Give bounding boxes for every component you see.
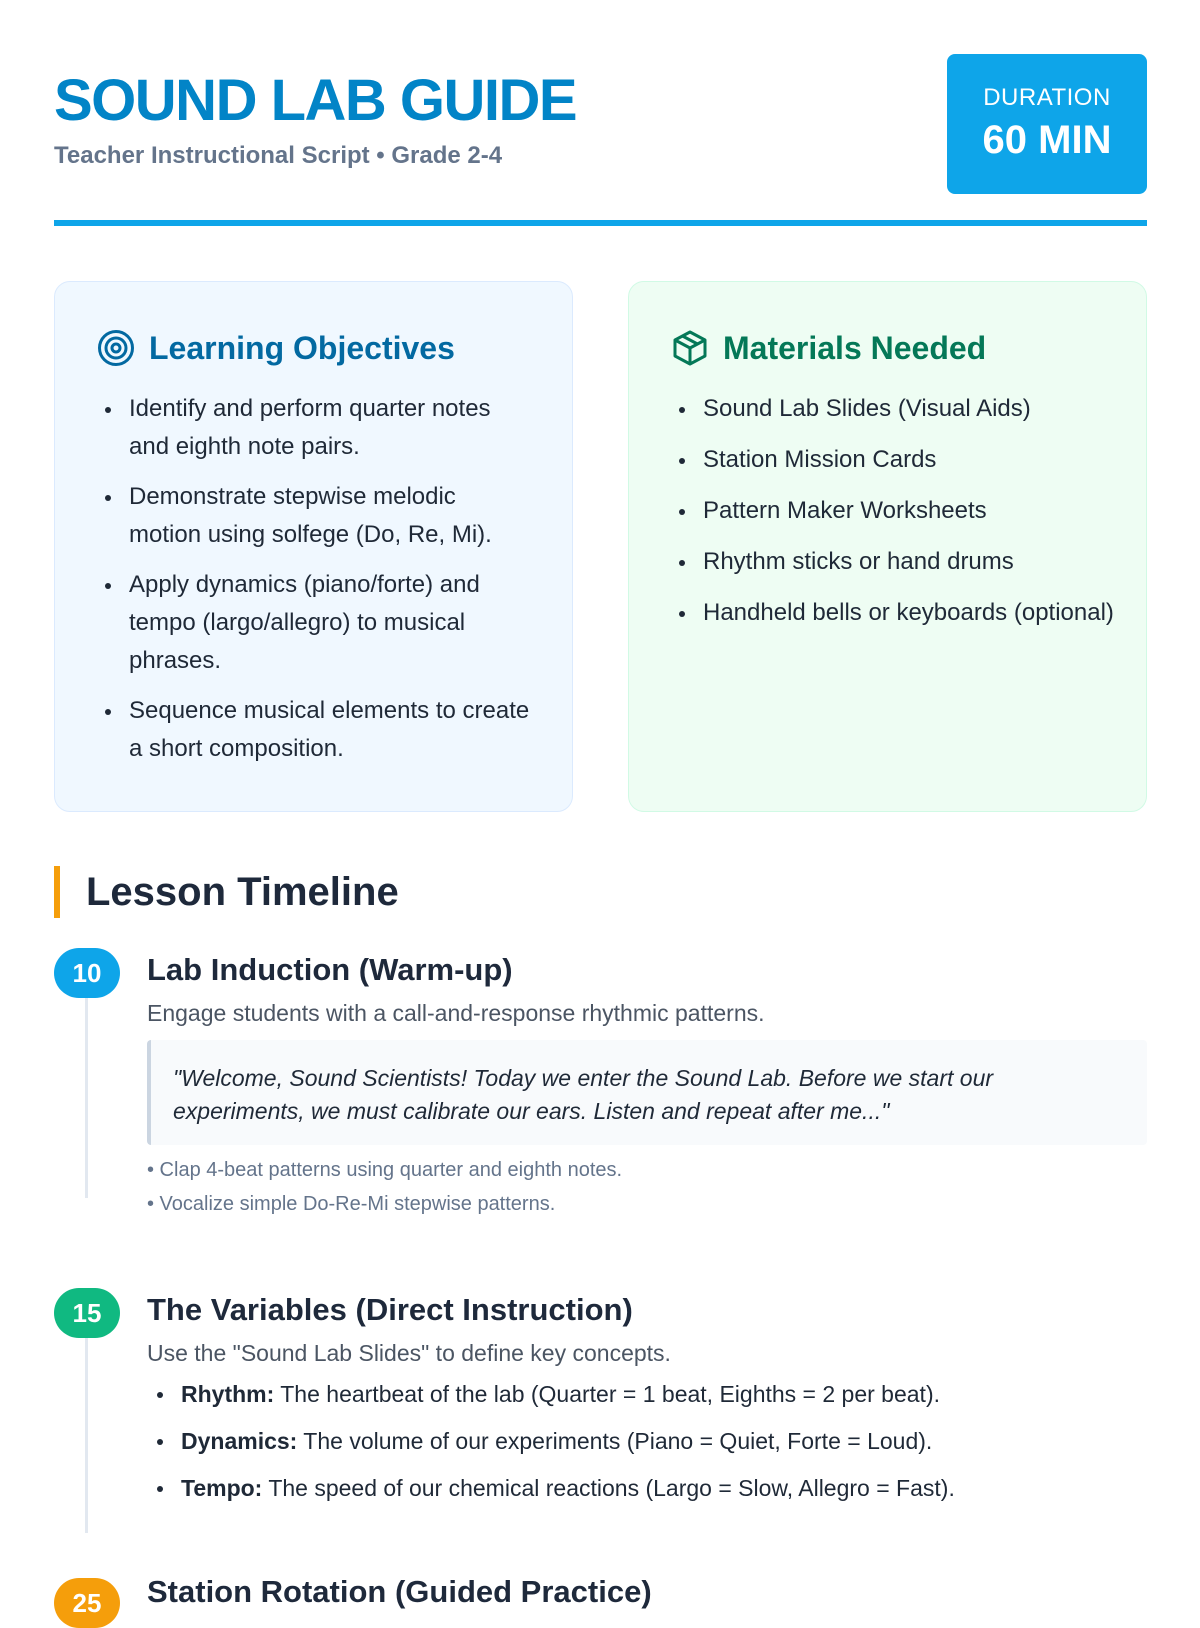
step-minutes-badge: 10 bbox=[54, 948, 120, 998]
objective-item: Apply dynamics (piano/forte) and tempo (largo/allegro) to musical phrases. bbox=[97, 566, 532, 680]
concept-list bbox=[147, 1374, 955, 1515]
concept-text: The heartbeat of the lab (Quarter = 1 beat, Eighths = 2 per beat). bbox=[274, 1381, 941, 1407]
timeline-connector bbox=[85, 1338, 88, 1533]
concept-item bbox=[147, 1374, 955, 1421]
material-item: Rhythm sticks or hand drums bbox=[671, 543, 1106, 581]
step-note: • Vocalize simple Do-Re-Mi stepwise patterns. bbox=[147, 1193, 556, 1215]
objective-item: Identify and perform quarter notes and eighth note pairs. bbox=[97, 390, 532, 466]
step-title: Lab Induction (Warm-up) bbox=[147, 952, 513, 987]
materials-card bbox=[628, 281, 1147, 812]
objectives-card bbox=[54, 281, 573, 812]
objectives-title: Learning Objectives bbox=[149, 329, 455, 366]
step-title: Station Rotation (Guided Practice) bbox=[147, 1574, 652, 1609]
duration-label: DURATION bbox=[983, 84, 1111, 111]
concept-term: Rhythm: bbox=[181, 1381, 275, 1407]
box-icon bbox=[671, 329, 709, 367]
material-item: Pattern Maker Worksheets bbox=[671, 492, 1106, 530]
objective-item: Sequence musical elements to create a short composition. bbox=[97, 692, 532, 768]
concept-item bbox=[147, 1421, 955, 1468]
concept-text: The volume of our experiments (Piano = Quiet, Forte = Loud). bbox=[297, 1428, 933, 1454]
concept-text: The speed of our chemical reactions (Largo = Slow, Allegro = Fast). bbox=[262, 1475, 955, 1501]
target-icon bbox=[97, 329, 135, 367]
concept-item bbox=[147, 1468, 955, 1515]
step-title: The Variables (Direct Instruction) bbox=[147, 1292, 633, 1327]
header-divider bbox=[54, 220, 1147, 226]
page-title: SOUND LAB GUIDE bbox=[54, 68, 577, 133]
timeline-step bbox=[54, 948, 1147, 1248]
page-subtitle: Teacher Instructional Script • Grade 2-4 bbox=[54, 142, 503, 169]
timeline-title: Lesson Timeline bbox=[54, 866, 399, 918]
teacher-script-quote: "Welcome, Sound Scientists! Today we enter the Sound Lab. Before we start our experiments, we must calibrate our ears. Listen and repeat after me..." bbox=[147, 1040, 1147, 1145]
material-item: Sound Lab Slides (Visual Aids) bbox=[671, 390, 1106, 428]
concept-term: Dynamics: bbox=[181, 1428, 298, 1454]
step-note: • Clap 4-beat patterns using quarter and eighth notes. bbox=[147, 1159, 623, 1181]
step-description: Engage students with a call-and-response rhythmic patterns. bbox=[147, 1000, 765, 1026]
material-item: Station Mission Cards bbox=[671, 441, 1106, 479]
timeline-step bbox=[54, 1574, 1147, 1618]
step-minutes-badge: 25 bbox=[54, 1578, 120, 1628]
objectives-list bbox=[97, 390, 532, 768]
objective-item: Demonstrate stepwise melodic motion using solfege (Do, Re, Mi). bbox=[97, 478, 532, 554]
duration-value: 60 MIN bbox=[982, 118, 1112, 162]
materials-list bbox=[671, 390, 1114, 632]
timeline-step bbox=[54, 1288, 1147, 1538]
materials-header bbox=[671, 328, 1106, 368]
page-header bbox=[54, 54, 1147, 194]
concept-term: Tempo: bbox=[181, 1475, 263, 1501]
lesson-guide-page bbox=[54, 0, 1147, 1618]
step-minutes-badge: 15 bbox=[54, 1288, 120, 1338]
duration-badge bbox=[947, 54, 1147, 194]
materials-title: Materials Needed bbox=[723, 329, 987, 366]
material-item: Handheld bells or keyboards (optional) bbox=[671, 594, 1106, 632]
timeline-connector bbox=[85, 998, 88, 1198]
objectives-header bbox=[97, 328, 532, 368]
step-description: Use the "Sound Lab Slides" to define key concepts. bbox=[147, 1340, 671, 1366]
